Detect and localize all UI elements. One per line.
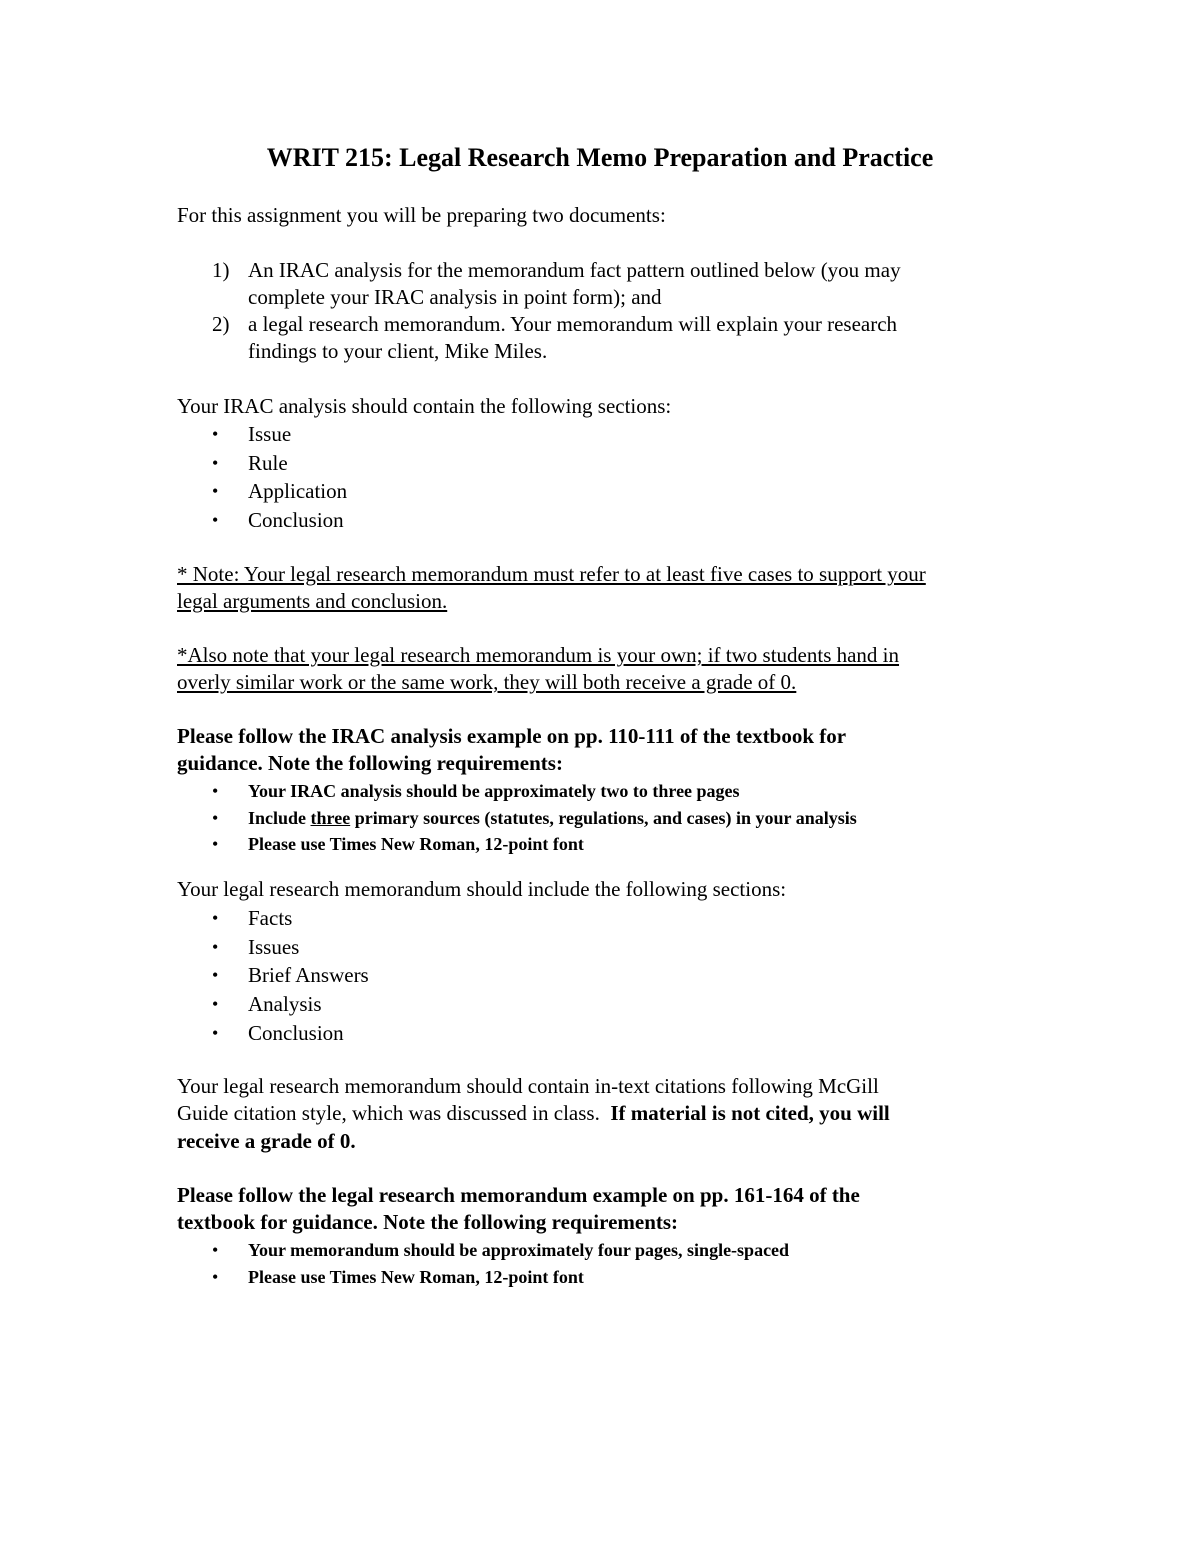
bullet: •: [212, 834, 219, 854]
irac-requirement-item: Please use Times New Roman, 12-point font: [248, 834, 584, 854]
irac-section-item: Application: [248, 479, 348, 503]
page-title: WRIT 215: Legal Research Memo Preparation and Practice: [266, 143, 934, 172]
citation-line2: Guide citation style, which was discussed in class. If material is not cited, you will: [177, 1101, 890, 1125]
irac-requirement-item: Include three primary sources (statutes, regulations, and cases) in your analysis: [248, 808, 857, 828]
underlined-three: three: [310, 808, 351, 828]
bullet: •: [212, 481, 219, 501]
irac-follow-line2: guidance. Note the following requirements:: [177, 751, 563, 775]
bullet: •: [212, 1023, 219, 1043]
memo-section-item: Issues: [248, 935, 300, 959]
bullet: •: [212, 937, 219, 957]
note-own-work-line1: *Also note that your legal research memorandum is your own; if two students hand in: [177, 643, 900, 667]
memo-section-item: Conclusion: [248, 1021, 344, 1045]
bullet: •: [212, 453, 219, 473]
memo-requirement-item: Your memorandum should be approximately four pages, single-spaced: [248, 1240, 790, 1260]
irac-requirement-item: Your IRAC analysis should be approximately two to three pages: [248, 781, 740, 801]
bullet: •: [212, 1240, 219, 1260]
irac-sections-intro: Your IRAC analysis should contain the following sections:: [177, 394, 672, 418]
irac-section-item: Issue: [248, 422, 292, 446]
numbered-item-1-line2: complete your IRAC analysis in point form); and: [248, 285, 662, 309]
numbered-item-1-line1: An IRAC analysis for the memorandum fact pattern outlined below (you may: [248, 258, 901, 282]
list-number: 1): [212, 258, 230, 282]
bullet: •: [212, 510, 219, 530]
bullet: •: [212, 994, 219, 1014]
list-number: 2): [212, 312, 230, 336]
note-own-work-line2: overly similar work or the same work, they will both receive a grade of 0.: [177, 670, 797, 694]
memo-requirement-item: Please use Times New Roman, 12-point font: [248, 1267, 584, 1287]
intro-text: For this assignment you will be preparing two documents:: [177, 203, 666, 227]
irac-follow-line1: Please follow the IRAC analysis example on pp. 110-111 of the textbook for: [177, 724, 847, 748]
memo-section-item: Brief Answers: [248, 963, 369, 987]
memo-section-item: Analysis: [248, 992, 322, 1016]
bullet: •: [212, 424, 219, 444]
memo-sections-intro: Your legal research memorandum should include the following sections:: [177, 877, 787, 901]
irac-section-item: Rule: [248, 451, 288, 475]
memo-follow-line1: Please follow the legal research memorandum example on pp. 161-164 of the: [177, 1183, 860, 1207]
numbered-item-2-line2: findings to your client, Mike Miles.: [248, 339, 548, 363]
note-cases-line2: legal arguments and conclusion.: [177, 589, 448, 613]
bullet: •: [212, 1267, 219, 1287]
numbered-item-2-line1: a legal research memorandum. Your memorandum will explain your research: [248, 312, 898, 336]
bullet: •: [212, 965, 219, 985]
bullet: •: [212, 781, 219, 801]
bullet: •: [212, 808, 219, 828]
citation-line3: receive a grade of 0.: [177, 1129, 356, 1153]
note-cases-line1: * Note: Your legal research memorandum must refer to at least five cases to support your: [177, 562, 926, 586]
irac-section-item: Conclusion: [248, 508, 344, 532]
memo-follow-line2: textbook for guidance. Note the following requirements:: [177, 1210, 679, 1234]
bullet: •: [212, 908, 219, 928]
memo-section-item: Facts: [248, 906, 293, 930]
citation-line1: Your legal research memorandum should contain in-text citations following McGill: [177, 1074, 879, 1098]
